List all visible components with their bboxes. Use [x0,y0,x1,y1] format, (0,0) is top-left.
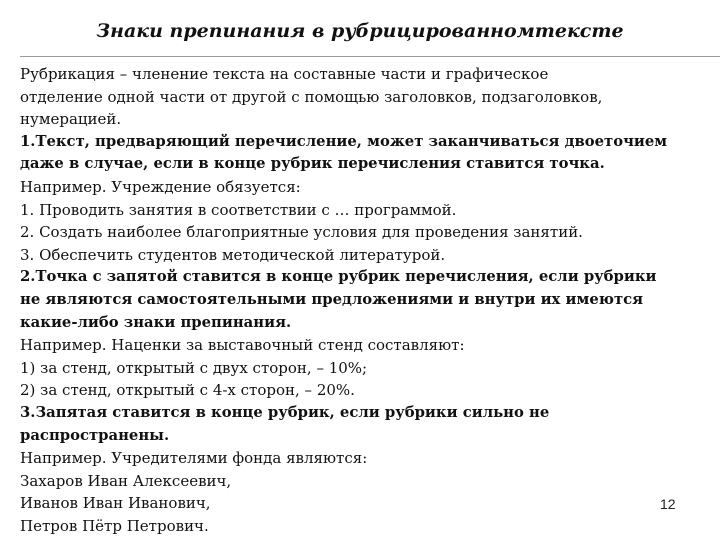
body-line: даже в случае, если в конце рубрик перечисления ставится точка. [20,155,605,173]
slide-body [20,63,720,537]
body-line: 3.Запятая ставится в конце рубрик, если рубрики сильно не [20,403,550,421]
body-line: Рубрикация – членение текста на составные части и графическое [20,65,549,83]
body-line: Захаров Иван Алексеевич, [20,471,232,490]
body-line: Петров Пётр Петрович. [20,516,209,535]
body-line: Например. Учреждение обязуется: [20,177,301,196]
body-line: какие-либо знаки препинания. [20,313,292,331]
title-divider [20,56,720,57]
body-line: 1.Текст, предваряющий перечисление, может заканчиваться двоеточием [20,132,668,150]
body-line: 2. Создать наиболее благоприятные условия для проведения занятий. [20,223,583,242]
body-line: отделение одной части от другой с помощью заголовков, подзаголовков, [20,87,603,106]
body-line: 1. Проводить занятия в соответствии с … программой. [20,200,457,219]
slide-title: Знаки препинания в рубрицированномтексте [96,20,624,42]
body-line: Например. Учредителями фонда являются: [20,449,368,468]
body-line: 3. Обеспечить студентов методической литературой. [20,245,446,264]
body-line: Например. Наценки за выставочный стенд составляют: [20,336,465,355]
body-line: 2.Точка с запятой ставится в конце рубрик перечисления, если рубрики [20,268,657,286]
page-number: 12 [660,496,676,512]
body-line: нумерацией. [20,110,122,129]
body-line: 1) за стенд, открытый с двух сторон, – 10%; [20,358,368,377]
body-line: Иванов Иван Иванович, [20,494,211,513]
body-line: распространены. [20,426,170,444]
body-line: 2) за стенд, открытый с 4-х сторон, – 20%. [20,381,355,400]
body-line: не являются самостоятельными предложениями и внутри их имеются [20,290,644,308]
